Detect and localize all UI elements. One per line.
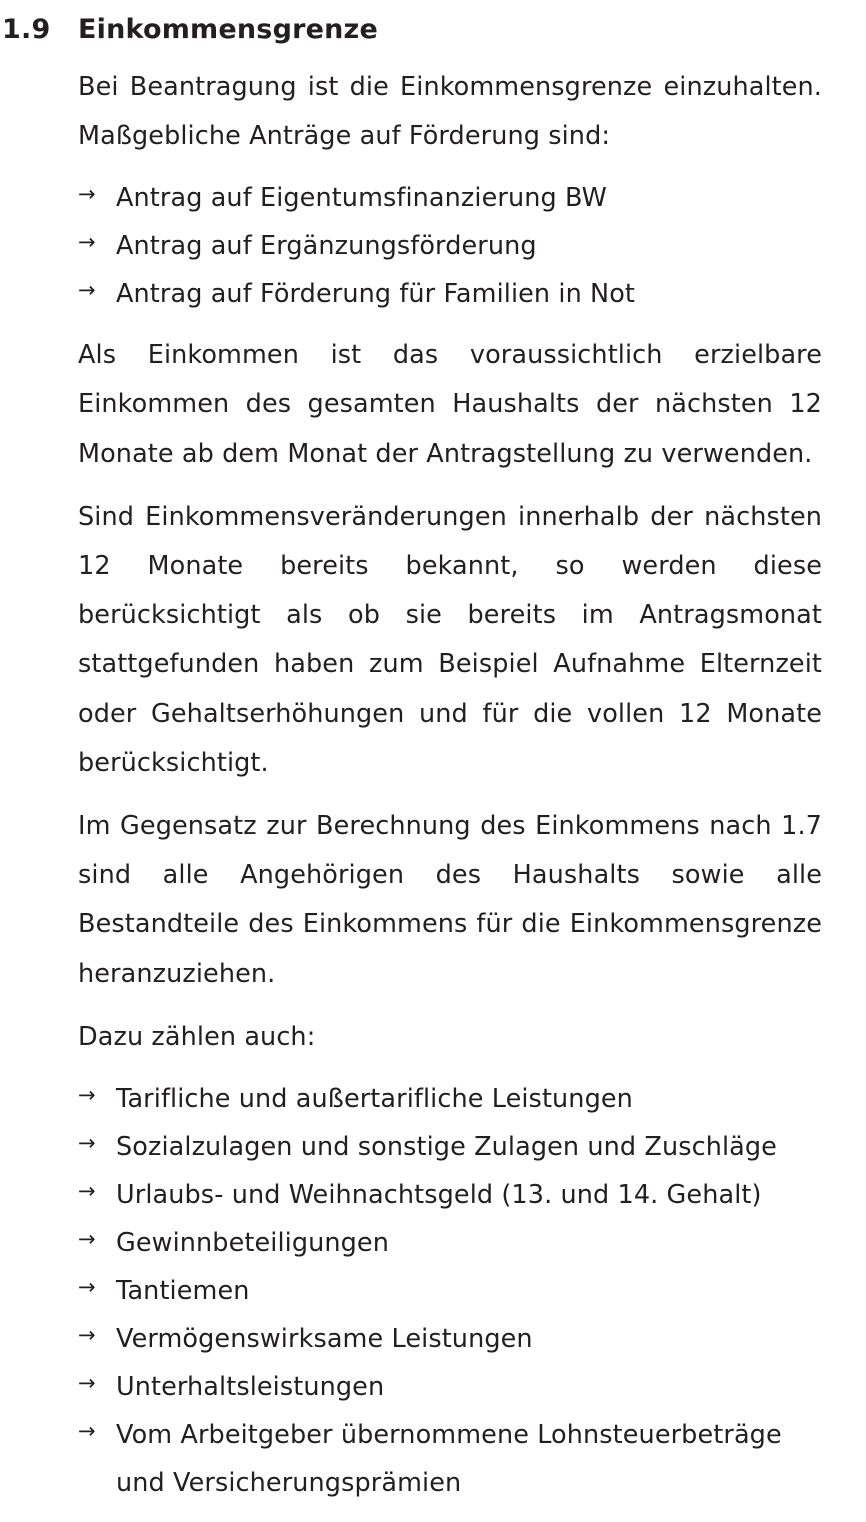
- page-title: Einkommensgrenze: [78, 14, 378, 45]
- arrow-icon: →: [78, 1178, 96, 1203]
- arrow-icon: →: [78, 1226, 96, 1251]
- list-item-label: Gewinnbeteiligungen: [116, 1227, 389, 1258]
- arrow-icon: →: [78, 278, 96, 303]
- list-item: [78, 1220, 822, 1268]
- list-item: [78, 175, 822, 223]
- arrow-icon: →: [78, 1370, 96, 1395]
- list-item: [78, 1268, 822, 1316]
- list-antraege: [0, 175, 822, 319]
- list-item: [78, 1124, 822, 1172]
- arrow-icon: →: [78, 1131, 96, 1155]
- list-item: [78, 1076, 822, 1124]
- list-zaehlen: [0, 1076, 822, 1507]
- list-item: [78, 271, 822, 319]
- list-item-label-wrapped: [116, 1412, 822, 1508]
- list-item: [78, 1364, 822, 1412]
- list-item-label: Vom Arbeitgeber übernommene Lohnsteuerbeträge: [116, 1419, 782, 1450]
- list-item-label: Antrag auf Ergänzungsförderung: [116, 231, 537, 262]
- list-item-label: Vermögenswirksame Leistungen: [116, 1323, 533, 1354]
- list-item-label: Sozialzulagen und sonstige Zulagen und Zuschläge: [116, 1132, 777, 1162]
- list-item-label: Unterhaltsleistungen: [116, 1371, 385, 1402]
- paragraph-einkommen: Als Einkommen ist das voraussichtlich erzielbare Einkommen des gesamten Haushalts der nächsten 12 Monate ab dem Monat der Antragstellung zu verwenden.: [78, 340, 822, 469]
- section-number: 1.9: [2, 14, 51, 45]
- paragraph-veraenderungen: Sind Einkommensveränderungen innerhalb der nächsten 12 Monate bereits bekannt, so werden diese berücksichtigt als ob sie bereits im Antragsmonat stattgefunden haben zum Beispiel Aufnahme Elternzeit oder Gehaltserhöhungen und für die vollen 12 Monate berücksichtigt.: [78, 501, 822, 778]
- arrow-icon: →: [78, 230, 96, 255]
- list-item: [78, 1316, 822, 1364]
- arrow-icon: →: [78, 182, 96, 207]
- list-item-label-continuation: und Versicherungsprämien: [116, 1467, 462, 1498]
- list-item: [78, 223, 822, 271]
- paragraph-dazu-zaehlen: Dazu zählen auch:: [78, 1021, 316, 1052]
- paragraph-intro: Bei Beantragung ist die Einkommensgrenze einzuhalten. Maßgebliche Anträge auf Förderung sind:: [78, 72, 822, 152]
- list-item-label: Tantiemen: [116, 1275, 250, 1306]
- arrow-icon: →: [78, 1083, 96, 1108]
- section-heading: [0, 14, 822, 45]
- list-item-label: Antrag auf Förderung für Familien in Not: [116, 279, 636, 310]
- list-item-label: Tarifliche und außertarifliche Leistungen: [116, 1084, 633, 1115]
- arrow-icon: →: [78, 1322, 96, 1347]
- list-item: [78, 1412, 822, 1508]
- list-item-label: Antrag auf Eigentumsfinanzierung BW: [116, 183, 607, 214]
- arrow-icon: →: [78, 1418, 96, 1443]
- paragraph-gegensatz: Im Gegensatz zur Berechnung des Einkommens nach 1.7 sind alle Angehörigen des Haushalts sowie alle Bestandteile des Einkommens für die Einkommensgrenze heranzuziehen.: [78, 811, 822, 989]
- arrow-icon: →: [78, 1274, 96, 1299]
- list-item: [78, 1172, 822, 1220]
- list-item-label: Urlaubs- und Weihnachtsgeld (13. und 14. Gehalt): [116, 1179, 762, 1210]
